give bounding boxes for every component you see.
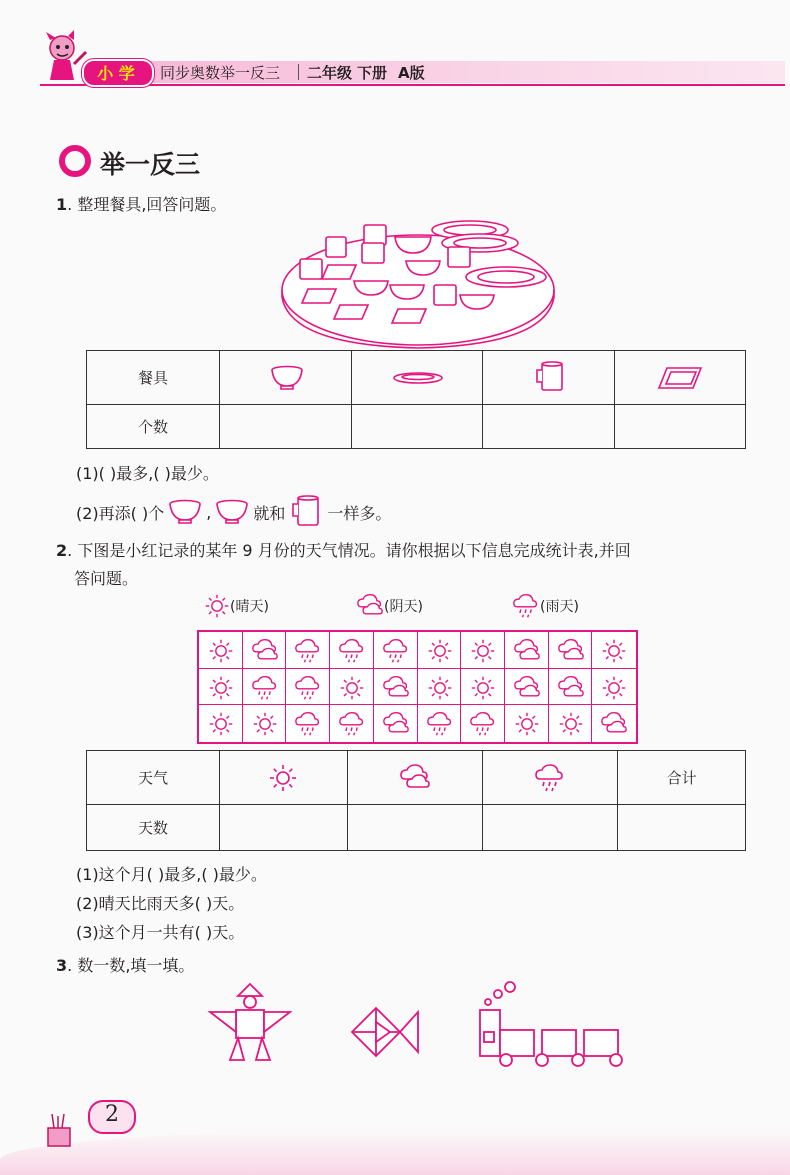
weather-grid-cell: [549, 705, 593, 742]
q1-row-label-count: 个数: [87, 405, 220, 449]
q1-table: [86, 350, 746, 449]
rain-icon: [512, 593, 540, 619]
sun-icon: [469, 675, 497, 701]
q1-cup-cell: [483, 351, 615, 405]
legend-cloudy: (阴天): [356, 593, 423, 619]
rain-icon: [251, 675, 279, 701]
weather-grid-cell: [374, 669, 418, 706]
q1-plate-cell: [351, 351, 483, 405]
bowl-icon: [270, 365, 304, 391]
sun-icon: [207, 675, 235, 701]
q2-sub2: (2)晴天比雨天多( )天。: [76, 894, 245, 913]
bowl-icon: [215, 499, 249, 525]
sun-icon: [426, 638, 454, 664]
rain-icon: [426, 711, 454, 737]
weather-grid-cell: [461, 632, 505, 669]
q2-table: [86, 750, 746, 851]
q1-row-label-tableware: 餐具: [87, 351, 220, 405]
section-title: 举一反三: [100, 150, 201, 179]
q2-sunny-cell: [220, 751, 348, 805]
footer-wave: [0, 1130, 790, 1175]
cloud-icon: [557, 638, 585, 664]
weather-grid-cell: [199, 669, 243, 706]
q1-prompt: 1. 整理餐具,回答问题。: [56, 195, 227, 214]
weather-grid-cell: [549, 669, 593, 706]
pencil-cup-icon: [44, 1112, 76, 1148]
sun-icon: [204, 593, 230, 619]
cloud-icon: [513, 675, 541, 701]
plate-icon: [392, 371, 444, 385]
weather-grid-cell: [330, 705, 374, 742]
shape-figure-person: [208, 982, 292, 1066]
weather-grid-cell: [243, 669, 287, 706]
rain-icon: [382, 638, 410, 664]
weather-grid-cell: [592, 632, 636, 669]
q2-days-sunny[interactable]: [220, 805, 348, 851]
weather-grid-cell: [330, 632, 374, 669]
weather-grid-cell: [592, 705, 636, 742]
q2-prompt-line1: 2. 下图是小红记录的某年 9 月份的天气情况。请你根据以下信息完成统计表,并回: [56, 541, 631, 560]
cloud-icon: [251, 638, 279, 664]
legend-rainy: (雨天): [512, 593, 579, 619]
rain-icon: [294, 638, 322, 664]
weather-grid-cell: [418, 632, 462, 669]
weather-grid-cell: [505, 705, 549, 742]
weather-grid-cell: [286, 669, 330, 706]
q1-sub2-d: 一样多。: [327, 503, 392, 523]
cloud-icon: [557, 675, 585, 701]
header-edition: A版: [398, 64, 425, 82]
weather-grid-cell: [592, 669, 636, 706]
weather-grid-cell: [243, 705, 287, 742]
q1-count-cup[interactable]: [483, 405, 615, 449]
weather-grid-cell: [199, 632, 243, 669]
weather-grid-cell: [243, 632, 287, 669]
q1-count-bowl[interactable]: [220, 405, 352, 449]
q3-number: 3: [56, 956, 68, 975]
q1-bowl-cell: [220, 351, 352, 405]
q2-row-label-weather: 天气: [87, 751, 220, 805]
cloud-icon: [356, 593, 384, 619]
q2-sub3: (3)这个月一共有( )天。: [76, 923, 245, 942]
sun-icon: [207, 711, 235, 737]
q2-number: 2: [56, 541, 68, 560]
header-grade: 二年级: [307, 64, 353, 82]
dish-icon: [657, 365, 705, 391]
legend-sunny: (晴天): [204, 593, 269, 619]
sun-icon: [600, 675, 628, 701]
page-number: 2: [105, 1102, 119, 1127]
weather-grid-cell: [505, 669, 549, 706]
weather-grid-cell: [461, 669, 505, 706]
cloud-icon: [399, 763, 431, 793]
rain-icon: [294, 675, 322, 701]
header-divider: [298, 64, 299, 80]
header-volume: 下册: [357, 64, 388, 82]
header-brand: 小 学: [97, 64, 135, 83]
shape-figure-fish: [350, 1002, 420, 1062]
q3-prompt: 3. 数一数,填一填。: [56, 956, 195, 975]
cup-icon: [289, 495, 323, 529]
cup-icon: [533, 361, 567, 393]
q2-days-total[interactable]: [618, 805, 746, 851]
cloud-icon: [382, 711, 410, 737]
q2-prompt-line2: 答问题。: [74, 569, 139, 588]
rain-icon: [338, 638, 366, 664]
q2-total-header: 合计: [618, 751, 746, 805]
cloud-icon: [382, 675, 410, 701]
weather-grid: [197, 630, 638, 744]
q1-sub2: [76, 495, 391, 529]
q2-days-cloudy[interactable]: [347, 805, 482, 851]
weather-grid-cell: [549, 632, 593, 669]
weather-grid-cell: [330, 669, 374, 706]
cloud-icon: [600, 711, 628, 737]
rain-icon: [294, 711, 322, 737]
section-ring-icon: [58, 144, 92, 178]
cloud-icon: [513, 638, 541, 664]
q2-row-label-days: 天数: [87, 805, 220, 851]
q1-count-plate[interactable]: [351, 405, 483, 449]
sun-icon: [513, 711, 541, 737]
rain-icon: [338, 711, 366, 737]
q2-sub1: (1)这个月( )最多,( )最少。: [76, 865, 267, 884]
shape-figure-train: [470, 980, 630, 1070]
header-line: [40, 84, 785, 86]
bowl-icon: [168, 499, 202, 525]
weather-grid-cell: [418, 669, 462, 706]
rain-icon: [534, 763, 566, 793]
q1-number: 1: [56, 195, 68, 214]
sun-icon: [251, 711, 279, 737]
sun-icon: [207, 638, 235, 664]
sun-icon: [469, 638, 497, 664]
weather-grid-cell: [505, 632, 549, 669]
q1-sub2-c: 就和: [253, 503, 286, 523]
q1-sub2-b: ,: [206, 502, 212, 522]
sun-icon: [268, 763, 298, 793]
tableware-illustration: [280, 215, 560, 350]
sun-icon: [600, 638, 628, 664]
weather-grid-cell: [461, 705, 505, 742]
q1-sub2-a: (2)再添( )个: [76, 503, 165, 523]
sun-icon: [557, 711, 585, 737]
q1-sub1: (1)( )最多,( )最少。: [76, 464, 219, 483]
q1-dish-cell: [614, 351, 746, 405]
weather-grid-cell: [286, 705, 330, 742]
weather-grid-cell: [374, 705, 418, 742]
rain-icon: [469, 711, 497, 737]
q2-days-rainy[interactable]: [482, 805, 617, 851]
header-series-title: 同步奥数举一反三: [160, 64, 281, 82]
sun-icon: [338, 675, 366, 701]
q2-cloudy-cell: [347, 751, 482, 805]
weather-grid-cell: [418, 705, 462, 742]
weather-grid-cell: [286, 632, 330, 669]
weather-grid-cell: [199, 705, 243, 742]
weather-grid-cell: [374, 632, 418, 669]
q2-rainy-cell: [482, 751, 617, 805]
q1-count-dish[interactable]: [614, 405, 746, 449]
sun-icon: [426, 675, 454, 701]
